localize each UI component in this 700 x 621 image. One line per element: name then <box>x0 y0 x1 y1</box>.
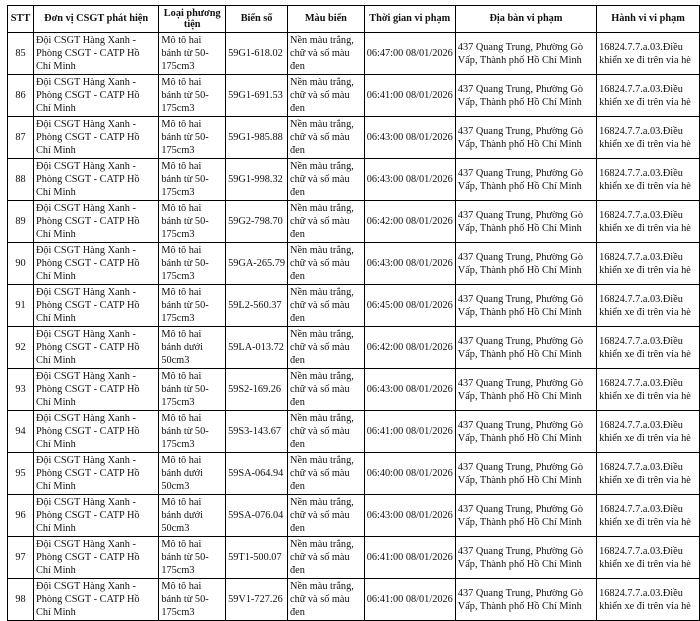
cell-plate: 59G2-798.70 <box>226 201 288 243</box>
cell-plate-color: Nền màu trắng, chữ và số màu đen <box>288 537 365 579</box>
violations-table <box>7 5 700 621</box>
table-row <box>8 327 700 369</box>
cell-violation: 16824.7.7.a.03.Điều khiển xe đi trên via hè <box>597 117 700 159</box>
cell-plate-color: Nền màu trắng, chữ và số màu đen <box>288 369 365 411</box>
cell-unit: Đội CSGT Hàng Xanh - Phòng CSGT - CATP Hồ Chí Minh <box>33 33 158 75</box>
cell-time: 06:42:00 08/01/2026 <box>364 201 455 243</box>
cell-stt: 89 <box>8 201 34 243</box>
cell-time: 06:43:00 08/01/2026 <box>364 159 455 201</box>
table-row <box>8 243 700 285</box>
cell-time: 06:43:00 08/01/2026 <box>364 117 455 159</box>
cell-plate: 59G1-618.02 <box>226 33 288 75</box>
cell-time: 06:41:00 08/01/2026 <box>364 537 455 579</box>
cell-location: 437 Quang Trung, Phường Gò Vấp, Thành phố Hồ Chí Minh <box>455 117 596 159</box>
cell-unit: Đội CSGT Hàng Xanh - Phòng CSGT - CATP Hồ Chí Minh <box>33 579 158 621</box>
cell-plate: 59L2-560.37 <box>226 285 288 327</box>
cell-location: 437 Quang Trung, Phường Gò Vấp, Thành phố Hồ Chí Minh <box>455 537 596 579</box>
table-row <box>8 495 700 537</box>
table-row <box>8 159 700 201</box>
cell-location: 437 Quang Trung, Phường Gò Vấp, Thành phố Hồ Chí Minh <box>455 369 596 411</box>
cell-plate-color: Nền màu trắng, chữ và số màu đen <box>288 327 365 369</box>
cell-location: 437 Quang Trung, Phường Gò Vấp, Thành phố Hồ Chí Minh <box>455 243 596 285</box>
cell-plate-color: Nền màu trắng, chữ và số màu đen <box>288 159 365 201</box>
cell-violation: 16824.7.7.a.03.Điều khiển xe đi trên via hè <box>597 537 700 579</box>
cell-plate-color: Nền màu trắng, chữ và số màu đen <box>288 411 365 453</box>
cell-time: 06:41:00 08/01/2026 <box>364 411 455 453</box>
cell-stt: 95 <box>8 453 34 495</box>
cell-violation: 16824.7.7.a.03.Điều khiển xe đi trên via hè <box>597 159 700 201</box>
cell-plate: 59G1-691.53 <box>226 75 288 117</box>
cell-violation: 16824.7.7.a.03.Điều khiển xe đi trên via hè <box>597 285 700 327</box>
cell-plate-color: Nền màu trắng, chữ và số màu đen <box>288 201 365 243</box>
cell-time: 06:43:00 08/01/2026 <box>364 369 455 411</box>
cell-vehicle-type: Mô tô hai bánh từ 50-175cm3 <box>159 117 226 159</box>
cell-unit: Đội CSGT Hàng Xanh - Phòng CSGT - CATP Hồ Chí Minh <box>33 75 158 117</box>
cell-stt: 85 <box>8 33 34 75</box>
cell-plate-color: Nền màu trắng, chữ và số màu đen <box>288 579 365 621</box>
cell-violation: 16824.7.7.a.03.Điều khiển xe đi trên via hè <box>597 243 700 285</box>
cell-stt: 86 <box>8 75 34 117</box>
cell-violation: 16824.7.7.a.03.Điều khiển xe đi trên via hè <box>597 453 700 495</box>
cell-unit: Đội CSGT Hàng Xanh - Phòng CSGT - CATP Hồ Chí Minh <box>33 411 158 453</box>
cell-vehicle-type: Mô tô hai bánh từ 50-175cm3 <box>159 537 226 579</box>
cell-violation: 16824.7.7.a.03.Điều khiển xe đi trên via hè <box>597 327 700 369</box>
cell-unit: Đội CSGT Hàng Xanh - Phòng CSGT - CATP Hồ Chí Minh <box>33 537 158 579</box>
table-row <box>8 75 700 117</box>
table-row <box>8 285 700 327</box>
header-unit: Đơn vị CSGT phát hiện <box>33 6 158 33</box>
cell-plate-color: Nền màu trắng, chữ và số màu đen <box>288 453 365 495</box>
cell-time: 06:41:00 08/01/2026 <box>364 75 455 117</box>
cell-vehicle-type: Mô tô hai bánh từ 50-175cm3 <box>159 369 226 411</box>
cell-plate-color: Nền màu trắng, chữ và số màu đen <box>288 33 365 75</box>
cell-plate: 59G1-998.32 <box>226 159 288 201</box>
cell-unit: Đội CSGT Hàng Xanh - Phòng CSGT - CATP Hồ Chí Minh <box>33 117 158 159</box>
cell-stt: 93 <box>8 369 34 411</box>
cell-stt: 92 <box>8 327 34 369</box>
cell-time: 06:41:00 08/01/2026 <box>364 579 455 621</box>
table-row <box>8 537 700 579</box>
header-time: Thời gian vi phạm <box>364 6 455 33</box>
cell-vehicle-type: Mô tô hai bánh dưới 50cm3 <box>159 327 226 369</box>
cell-location: 437 Quang Trung, Phường Gò Vấp, Thành phố Hồ Chí Minh <box>455 285 596 327</box>
table-row <box>8 453 700 495</box>
cell-stt: 94 <box>8 411 34 453</box>
cell-location: 437 Quang Trung, Phường Gò Vấp, Thành phố Hồ Chí Minh <box>455 495 596 537</box>
cell-unit: Đội CSGT Hàng Xanh - Phòng CSGT - CATP Hồ Chí Minh <box>33 243 158 285</box>
table-row <box>8 369 700 411</box>
header-violation: Hành vi vi phạm <box>597 6 700 33</box>
cell-plate: 59S2-169.26 <box>226 369 288 411</box>
cell-time: 06:47:00 08/01/2026 <box>364 33 455 75</box>
header-plate-color: Màu biển <box>288 6 365 33</box>
cell-vehicle-type: Mô tô hai bánh từ 50-175cm3 <box>159 159 226 201</box>
cell-plate-color: Nền màu trắng, chữ và số màu đen <box>288 495 365 537</box>
cell-plate-color: Nền màu trắng, chữ và số màu đen <box>288 75 365 117</box>
cell-vehicle-type: Mô tô hai bánh từ 50-175cm3 <box>159 33 226 75</box>
header-location: Địa bàn vi phạm <box>455 6 596 33</box>
cell-plate: 59LA-013.72 <box>226 327 288 369</box>
cell-plate: 59T1-500.07 <box>226 537 288 579</box>
cell-stt: 97 <box>8 537 34 579</box>
cell-time: 06:40:00 08/01/2026 <box>364 453 455 495</box>
cell-unit: Đội CSGT Hàng Xanh - Phòng CSGT - CATP Hồ Chí Minh <box>33 201 158 243</box>
cell-time: 06:43:00 08/01/2026 <box>364 495 455 537</box>
cell-plate-color: Nền màu trắng, chữ và số màu đen <box>288 285 365 327</box>
table-row <box>8 33 700 75</box>
cell-violation: 16824.7.7.a.03.Điều khiển xe đi trên via hè <box>597 411 700 453</box>
cell-location: 437 Quang Trung, Phường Gò Vấp, Thành phố Hồ Chí Minh <box>455 327 596 369</box>
cell-violation: 16824.7.7.a.03.Điều khiển xe đi trên via hè <box>597 369 700 411</box>
cell-location: 437 Quang Trung, Phường Gò Vấp, Thành phố Hồ Chí Minh <box>455 201 596 243</box>
cell-location: 437 Quang Trung, Phường Gò Vấp, Thành phố Hồ Chí Minh <box>455 579 596 621</box>
cell-vehicle-type: Mô tô hai bánh dưới 50cm3 <box>159 495 226 537</box>
cell-vehicle-type: Mô tô hai bánh từ 50-175cm3 <box>159 579 226 621</box>
header-vehicle-type: Loại phương tiện <box>159 6 226 33</box>
cell-time: 06:42:00 08/01/2026 <box>364 327 455 369</box>
cell-stt: 98 <box>8 579 34 621</box>
cell-violation: 16824.7.7.a.03.Điều khiển xe đi trên via hè <box>597 495 700 537</box>
cell-vehicle-type: Mô tô hai bánh từ 50-175cm3 <box>159 285 226 327</box>
cell-unit: Đội CSGT Hàng Xanh - Phòng CSGT - CATP Hồ Chí Minh <box>33 495 158 537</box>
table-row <box>8 411 700 453</box>
cell-unit: Đội CSGT Hàng Xanh - Phòng CSGT - CATP Hồ Chí Minh <box>33 159 158 201</box>
table-row <box>8 579 700 621</box>
cell-vehicle-type: Mô tô hai bánh từ 50-175cm3 <box>159 201 226 243</box>
cell-location: 437 Quang Trung, Phường Gò Vấp, Thành phố Hồ Chí Minh <box>455 159 596 201</box>
cell-plate: 59GA-265.79 <box>226 243 288 285</box>
cell-plate: 59G1-985.88 <box>226 117 288 159</box>
cell-stt: 91 <box>8 285 34 327</box>
cell-location: 437 Quang Trung, Phường Gò Vấp, Thành phố Hồ Chí Minh <box>455 33 596 75</box>
cell-location: 437 Quang Trung, Phường Gò Vấp, Thành phố Hồ Chí Minh <box>455 75 596 117</box>
cell-location: 437 Quang Trung, Phường Gò Vấp, Thành phố Hồ Chí Minh <box>455 453 596 495</box>
cell-unit: Đội CSGT Hàng Xanh - Phòng CSGT - CATP Hồ Chí Minh <box>33 327 158 369</box>
cell-stt: 88 <box>8 159 34 201</box>
header-stt: STT <box>8 6 34 33</box>
cell-violation: 16824.7.7.a.03.Điều khiển xe đi trên via hè <box>597 579 700 621</box>
cell-plate-color: Nền màu trắng, chữ và số màu đen <box>288 243 365 285</box>
cell-unit: Đội CSGT Hàng Xanh - Phòng CSGT - CATP Hồ Chí Minh <box>33 453 158 495</box>
header-plate: Biển số <box>226 6 288 33</box>
cell-violation: 16824.7.7.a.03.Điều khiển xe đi trên via hè <box>597 75 700 117</box>
cell-stt: 96 <box>8 495 34 537</box>
violations-sheet <box>7 5 700 621</box>
table-row <box>8 201 700 243</box>
cell-vehicle-type: Mô tô hai bánh từ 50-175cm3 <box>159 411 226 453</box>
cell-time: 06:45:00 08/01/2026 <box>364 285 455 327</box>
cell-vehicle-type: Mô tô hai bánh dưới 50cm3 <box>159 453 226 495</box>
table-header-row <box>8 6 700 33</box>
cell-vehicle-type: Mô tô hai bánh từ 50-175cm3 <box>159 243 226 285</box>
cell-vehicle-type: Mô tô hai bánh từ 50-175cm3 <box>159 75 226 117</box>
cell-time: 06:43:00 08/01/2026 <box>364 243 455 285</box>
cell-location: 437 Quang Trung, Phường Gò Vấp, Thành phố Hồ Chí Minh <box>455 411 596 453</box>
cell-plate: 59SA-064.94 <box>226 453 288 495</box>
cell-plate: 59S3-143.67 <box>226 411 288 453</box>
cell-unit: Đội CSGT Hàng Xanh - Phòng CSGT - CATP Hồ Chí Minh <box>33 285 158 327</box>
cell-violation: 16824.7.7.a.03.Điều khiển xe đi trên via hè <box>597 33 700 75</box>
table-row <box>8 117 700 159</box>
cell-unit: Đội CSGT Hàng Xanh - Phòng CSGT - CATP Hồ Chí Minh <box>33 369 158 411</box>
cell-plate: 59SA-076.04 <box>226 495 288 537</box>
cell-violation: 16824.7.7.a.03.Điều khiển xe đi trên via hè <box>597 201 700 243</box>
cell-stt: 87 <box>8 117 34 159</box>
cell-stt: 90 <box>8 243 34 285</box>
cell-plate: 59V1-727.26 <box>226 579 288 621</box>
cell-plate-color: Nền màu trắng, chữ và số màu đen <box>288 117 365 159</box>
